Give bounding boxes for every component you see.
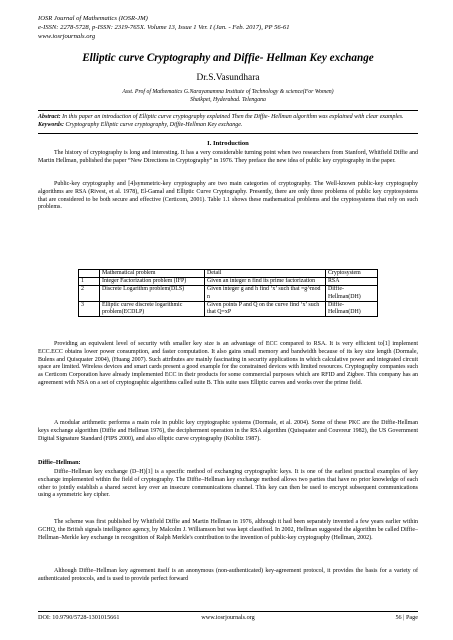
table-header-row	[79, 270, 378, 278]
author-name: Dr.S.Vasundhara	[196, 73, 260, 83]
dh-paragraph-1-text: Diffie–Hellman key exchange (D–H)[1] is a specific method of exchanging cryptographic keys. It is one of the earliest practical examples of key exchange implemented within the field of cryptography. The Diffie–Hellman key exchange method allows two parties that have no prior knowledge of each other to jointly establish a shared secret key over an insecure communications channel. This key can then be used to encrypt subsequent communications using a symmetric key cipher.	[38, 469, 418, 499]
intro-paragraph-2	[38, 181, 418, 212]
table-cell: Discrete Logarithm problem(DLS)	[100, 286, 205, 301]
issn-line: e-ISSN: 2278-5728, p-ISSN: 2319-765X. Volume 13, Issue 1 Ver. I (Jan. - Feb. 2017), PP 56-61	[38, 24, 290, 32]
table-cell: Given integer g and h find ‘x’ such that =g^mod n	[205, 286, 326, 301]
table-cell: Diffie-Hellman(DH)	[326, 286, 378, 301]
dh-paragraph-2-text: The scheme was first published by Whitfield Diffie and Martin Hellman in 1976, although it had been separately invented a few years earlier within GCHQ, the British signals intelligence agency, by Malcolm J. Williamson but was kept classified. In 2002, Hellman suggested the algorithm be called Diffie–Hellman–Merkle key exchange in recognition of Ralph Merkle's contribution to the invention of public-key cryptography (Hellman, 2002).	[38, 519, 418, 541]
journal-website: www.iosrjournals.org	[38, 33, 96, 41]
table-cell: Given points P and Q on the curve find ‘x’ such that Q=xP	[205, 301, 326, 316]
affiliation	[38, 88, 418, 105]
intro-paragraph-3-text: Providing an equivalent level of security with smaller key size is an advantage of ECC compared to RSA. It is very efficient to[1] implement ECC.ECC obtains lower power consumption, and faster computation. It also gains small memory and bandwidth because of its key size length (Dormale, Bulens and Quisquater 2004), (Huang 2007). Such attributes are mainly fascinating in security applications in which calculative power and integrated circuit space are limited. Wireless devices and smart cards present a good example for the constrained devices with limited resources. Cryptography companies such as Certicom Corporation have already implemented ECC in their products for some commercial purposes which are RFID and Zigbee. This company has an agreement with NSA on a set of cryptographic algorithms called suite B. This suite uses Elliptic curves and works over the prime field.	[38, 341, 418, 386]
footer-rule	[38, 611, 418, 612]
abstract-bottom-rule	[38, 133, 418, 134]
intro-paragraph-4-text: A modular arithmetic performs a main role in public key cryptographic systems (Dormale, et al. 2004). Some of these PKC are the Diffie-Hellman keys exchange algorithm (Diffie and Hellman 1976), the decipherment operation in the RSA algorithm (Quisquater and Couvreur 1982), the US Government Digital Signature Standard (FIPS 2000), and also elliptic curve cryptography (Koblitz 1987).	[38, 420, 418, 442]
table-cell: Diffie-Hellman(DH)	[326, 301, 378, 316]
journal-header	[38, 14, 338, 42]
table-cell: 2	[79, 286, 100, 301]
intro-paragraph-4	[38, 420, 418, 443]
dh-paragraph-3-text: Although Diffie–Hellman key agreement itself is an anonymous (non-authenticated) key-agreement protocol, it provides the basis for a variety of authenticated protocols, and is used to provide perfect forward	[38, 568, 418, 582]
abstract-label: Abstract:	[38, 114, 61, 120]
cryptography-problems-table	[78, 269, 378, 317]
footer-website: www.iosrjournals.org	[201, 614, 255, 621]
table-cell: Given an integer n find its prime factorization	[205, 278, 326, 286]
table-row	[79, 301, 378, 316]
journal-name: IOSR Journal of Mathematics (IOSR-JM)	[38, 15, 148, 22]
dh-paragraph-2	[38, 519, 418, 542]
abstract-top-rule	[38, 110, 418, 111]
table-cell: 3	[79, 301, 100, 316]
affiliation-line-2: Shaikpet, Hyderabad. Telengana	[190, 97, 266, 104]
affiliation-line-1: Asst. Prof of Mathematics G.Narayanamma Institute of Technology & science(For Women)	[122, 89, 334, 95]
keywords-label: Keywords:	[38, 122, 64, 129]
table-header-cell: Detail	[205, 270, 326, 278]
dh-paragraph-1	[38, 469, 418, 500]
intro-paragraph-1-text: The history of cryptography is long and interesting. It has a very considerable turning point when two researchers from Stanford, Whitfield Diffie and Martin Hellman, published the paper “New Directions in Cryptography” in 1976. They preface the new idea of public key cryptography in the paper.	[38, 150, 418, 164]
keywords-text: Cryptography Elliptic curve cryptography, Diffie-Hellman Key exchange.	[65, 122, 243, 129]
section-heading-introduction: I. Introduction	[207, 140, 249, 147]
abstract-block	[38, 113, 418, 129]
intro-paragraph-3	[38, 341, 418, 388]
table-header-cell	[79, 270, 100, 278]
footer-doi: DOI: 10.9790/5728-1301015661	[38, 614, 120, 621]
table-header-cell: Cryptosystem	[326, 270, 378, 278]
table-cell: Integer Factorization problem (IFP)	[100, 278, 205, 286]
table-row	[79, 286, 378, 301]
table-cell: RSA	[326, 278, 378, 286]
paper-title: Elliptic curve Cryptography and Diffie- Hellman Key exchange	[82, 52, 374, 64]
intro-paragraph-2-text: Public-key cryptography and [4]symmetric-key cryptography are two main categories of cryptography. The Well-known public-key cryptography algorithms are RSA (Rivest, et al. 1978), El-Gamal and Elliptic Curve Cryptography. Presently, there are only three problems of public key cryptosystems that are considered to be both secure and effective (Certicom, 2001). Table 1.1 shows these mathematical problems and the cryptosystems that rely on such problems.	[38, 181, 418, 211]
abstract-text: In this paper an introduction of Elliptic curve cryptography explained Then the Diffie- Hellman algorithm was explained with clear examples.	[62, 114, 404, 120]
table-header-cell: Mathematical problem	[100, 270, 205, 278]
dh-paragraph-3	[38, 568, 418, 584]
table-cell: 1	[79, 278, 100, 286]
table-row	[79, 278, 378, 286]
diffie-hellman-heading: Diffie–Hellman:	[38, 459, 81, 466]
footer-page-number: 56 | Page	[395, 614, 418, 621]
intro-paragraph-1	[38, 150, 418, 166]
table-cell: Elliptic curve discrete logarithmic problem(ECDLP)	[100, 301, 205, 316]
